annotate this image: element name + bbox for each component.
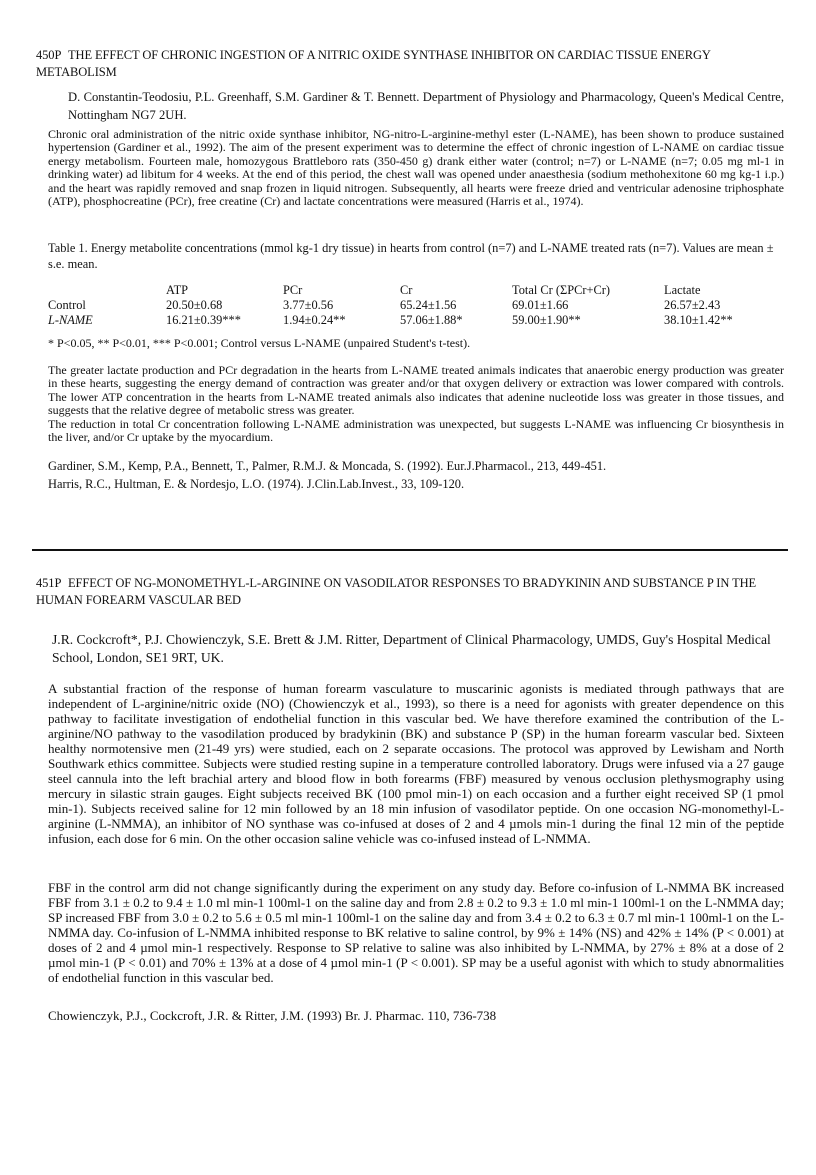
article1-reference: Harris, R.C., Hultman, E. & Nordesjo, L.O. (1974). J.Clin.Lab.Invest., 33, 109-120. bbox=[48, 477, 465, 491]
table-cell: 26.57±2.43 bbox=[664, 298, 721, 312]
article1-title-block bbox=[36, 47, 786, 81]
table1 bbox=[48, 283, 733, 328]
article2-authors: J.R. Cockcroft*, P.J. Chowienczyk, S.E. Brett & J.M. Ritter, Department of Clinical Pharmacology, UMDS, Guy's Hospital Medical School, London, SE1 9RT, UK. bbox=[52, 632, 771, 665]
article1-authors: D. Constantin-Teodosiu, P.L. Greenhaff, S.M. Gardiner & T. Bennett. Department of Physiology and Pharmacology, Queen's Medical Centre, Nottingham NG7 2UH. bbox=[68, 90, 784, 122]
table-cell: 20.50±0.68 bbox=[166, 298, 223, 312]
table-header-cell: PCr bbox=[283, 283, 303, 297]
table-cell: 57.06±1.88* bbox=[400, 313, 463, 327]
article2-paragraph-1: A substantial fraction of the response of human forearm vasculature to muscarinic agonists is mediated through pathways that are independent of L-arginine/nitric oxide (NO) (Chowienczyk et al., 1993), so there is a need for agonists with greater dependence on this pathway to facilitate investigation of endothelial function in this vascular bed. We have therefore examined the contribution of the L-arginine/NO pathway to the vasodilation produced by bradykinin (BK) and substance P (SP) in the human forearm vascular bed. Sixteen healthy normotensive men (21-49 yrs) were studied, each on 2 separate occasions. The protocol was approved by Lewisham and North Southwark ethics committee. Subjects were studied resting supine in a temperature controlled laboratory. Drugs were infused via a 27 gauge steel cannula into the left brachial artery and blood flow in both forearms (FBF) measured by venous occlusion plethysmography using mercury in silastic strain gauges. Eight subjects received BK (100 pmol min-1) on each occasion and a further eight received SP (1 pmol min-1). Subjects received saline for 12 min followed by an 18 min infusion of vasodilator peptide. On one occasion NG-monomethyl-L-arginine (L-NMMA), an inhibitor of NO synthase was co-infused at doses of 2 and 4 µmols min-1 during the final 12 min of the peptide infusion, each dose for 6 min. On the other occasion saline vehicle was co-infused instead of L-NMMA. bbox=[48, 681, 784, 846]
table-header-row bbox=[48, 283, 733, 298]
article1-abstract: Chronic oral administration of the nitric oxide synthase inhibitor, NG-nitro-L-arginine-methyl ester (L-NAME), has been shown to produce sustained hypertension (Gardiner et al., 1992). The aim of the present experiment was to determine the effect of chronic ingestion of L-NAME on cardiac tissue energy metabolism. Fourteen male, homozygous Brattleboro rats (350-450 g) drank either water (control; n=7) or L-NAME (n=7; 0.05 mg ml-1 in drinking water) ad libitum for 4 weeks. At the end of this period, the chest wall was opened under anaesthesia (sodium methohexitone 60 mg kg-1 i.p.) and the heart was rapidly removed and snap frozen in liquid nitrogen. Subsequently, all hearts were freeze dried and ventricular adenosine triphosphate (ATP), phosphocreatine (PCr), free creatine (Cr) and lactate concentrations were measured (Harris et al., 1974). bbox=[48, 127, 784, 209]
table-header-cell: Total Cr (ΣPCr+Cr) bbox=[512, 283, 610, 297]
table-header-cell: Cr bbox=[400, 283, 413, 297]
article2-paragraph-2: FBF in the control arm did not change significantly during the experiment on any study day. Before co-infusion of L-NMMA BK increased FBF from 3.1 ± 0.2 to 9.4 ± 1.0 ml min-1 100ml-1 on the saline day and from 2.8 ± 0.2 to 9.3 ± 1.0 ml min-1 100ml-1 on the L-NMMA day; SP increased FBF from 3.0 ± 0.2 to 5.6 ± 0.5 ml min-1 100ml-1 on the saline day and from 3.4 ± 0.2 to 6.3 ± 0.7 ml min-1 100ml-1 on the L-NMMA day. Co-infusion of L-NMMA inhibited response to BK relative to saline control, by 9% ± 14% (NS) and 42% ± 14% (P < 0.001) at doses of 2 and 4 µmol min-1 respectively. Response to SP relative to saline was also inhibited by L-NMMA, by 27% ± 8% at a dose of 2 µmol min-1 (P < 0.01) and 70% ± 13% at a dose of 4 µmol min-1 (P < 0.001). SP may be a useful agonist with which to study abnormalities of endothelial function in this vascular bed. bbox=[48, 880, 784, 985]
table-cell: 3.77±0.56 bbox=[283, 298, 334, 312]
article2-number: 451P bbox=[36, 576, 62, 590]
article1-title: THE EFFECT OF CHRONIC INGESTION OF A NITRIC OXIDE SYNTHASE INHIBITOR ON CARDIAC TISSUE ENERGY METABOLISM bbox=[36, 48, 711, 79]
table-header-cell bbox=[48, 283, 166, 298]
table-cell: L-NAME bbox=[48, 313, 93, 327]
article1-discussion-2: The reduction in total Cr concentration following L-NAME administration was unexpected, but suggests L-NAME was influencing Cr biosynthesis in the liver, and/or Cr uptake by the myocardium. bbox=[48, 417, 784, 445]
table-cell: 69.01±1.66 bbox=[512, 298, 569, 312]
table-header-cell: Lactate bbox=[664, 283, 701, 297]
table-cell: 38.10±1.42** bbox=[664, 313, 733, 327]
table-cell: Control bbox=[48, 298, 86, 312]
article2-reference: Chowienczyk, P.J., Cockcroft, J.R. & Ritter, J.M. (1993) Br. J. Pharmac. 110, 736-738 bbox=[48, 1008, 497, 1023]
table-cell: 16.21±0.39*** bbox=[166, 313, 241, 327]
article-divider bbox=[32, 549, 788, 551]
table-row bbox=[48, 298, 733, 313]
table-cell: 1.94±0.24** bbox=[283, 313, 346, 327]
article2-title: EFFECT OF NG-MONOMETHYL-L-ARGININE ON VASODILATOR RESPONSES TO BRADYKININ AND SUBSTANCE P IN THE HUMAN FOREARM VASCULAR BED bbox=[36, 576, 757, 607]
table-row bbox=[48, 313, 733, 328]
article2-title-block bbox=[36, 575, 786, 609]
article1-reference: Gardiner, S.M., Kemp, P.A., Bennett, T., Palmer, R.M.J. & Moncada, S. (1992). Eur.J.Pharmacol., 213, 449-451. bbox=[48, 459, 607, 473]
table1-caption: Table 1. Energy metabolite concentrations (mmol kg-1 dry tissue) in hearts from control (n=7) and L-NAME treated rats (n=7). Values are mean ± s.e. mean. bbox=[48, 241, 774, 271]
table-cell: 65.24±1.56 bbox=[400, 298, 457, 312]
table1-footnote: * P<0.05, ** P<0.01, *** P<0.001; Control versus L-NAME (unpaired Student's t-test). bbox=[48, 336, 471, 350]
table-cell: 59.00±1.90** bbox=[512, 313, 581, 327]
table-header-cell: ATP bbox=[166, 283, 189, 297]
article1-discussion-1: The greater lactate production and PCr degradation in the hearts from L-NAME treated animals indicates that anaerobic energy production was greater in these hearts, suggesting the energy demand of contraction was greater and/or that oxygen delivery or extraction was lower compared with controls. The lower ATP concentration in the hearts from L-NAME treated animals also indicates that adenine nucleotide loss was greater in those tissues, and suggests that the relative degree of metabolic stress was greater. bbox=[48, 363, 784, 418]
article1-number: 450P bbox=[36, 48, 62, 62]
